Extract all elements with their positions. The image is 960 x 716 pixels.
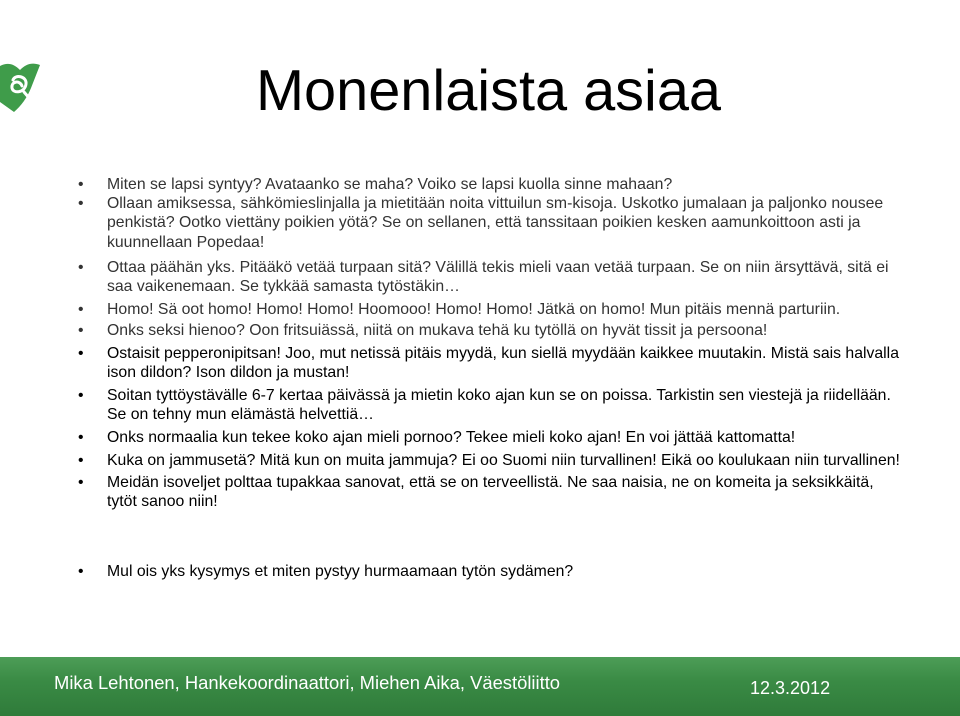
bullet-item: [0, 321, 960, 341]
bullet-item: [0, 451, 960, 471]
bullet-line: Onks normaalia kun tekee koko ajan mieli pornoo? Tekee mieli koko ajan! En voi jättää kattomatta!: [107, 428, 796, 446]
bullet-line: Onks seksi hienoo? Oon fritsuiässä, niitä on mukava tehä ku tytöllä on hyvät tissit ja persoona!: [107, 321, 768, 339]
bullet-item: [0, 473, 960, 512]
bullet-marker: •: [78, 300, 84, 318]
bullet-marker: •: [78, 451, 84, 469]
bullet-item: [0, 258, 960, 297]
bullet-item: [0, 386, 960, 425]
footer-band: [0, 657, 960, 716]
bullet-line: Ostaisit pepperonipitsan! Joo, mut netissä pitäis myydä, kun siellä myydään kaikkee muutakin. Mistä sais halvalla: [107, 344, 899, 362]
bullet-line: Ottaa päähän yks. Pitääkö vetää turpaan sitä? Välillä tekis mieli vaan vetää turpaan. Se on niin ärsyttävä, sitä ei: [107, 258, 889, 276]
bullet-line: Kuka on jammusetä? Mitä kun on muita jammuja? Ei oo Suomi niin turvallinen! Eikä oo koulukaan niin turvallinen!: [107, 451, 900, 469]
bullet-line: Mul ois yks kysymys et miten pystyy hurmaamaan tytön sydämen?: [107, 562, 574, 580]
bullet-line: Meidän isoveljet polttaa tupakkaa sanovat, että se on terveellistä. Ne saa naisia, ne on komeita ja seksikkäitä,: [107, 473, 874, 491]
bullet-line: ison dildon? Ison dildon ja mustan!: [107, 364, 350, 382]
bullet-line: saa vaikenemaan. Se tykkää samasta tytöstäkin…: [107, 278, 460, 296]
bullet-line: penkistä? Ootko viettäny poikien yötä? Se on sellanen, että tanssitaan poikien kesken aamunkoittoon asti ja: [107, 214, 861, 232]
bullet-line: Homo! Sä oot homo! Homo! Homo! Hoomooo! Homo! Homo! Jätkä on homo! Mun pitäis mennä parturiin.: [107, 300, 841, 318]
bullet-marker: •: [78, 428, 84, 446]
bullet-marker: •: [78, 175, 84, 193]
bullet-line: tytöt sanoo niin!: [107, 493, 218, 511]
footer-presenter: Mika Lehtonen, Hankekoordinaattori, Miehen Aika, Väestöliitto: [54, 671, 561, 693]
bullet-item: [0, 300, 960, 320]
bullet-marker: •: [78, 258, 84, 276]
bullet-item: [0, 562, 960, 582]
bullet-line: Se on tehny mun elämästä helvettiä…: [107, 406, 374, 424]
bullet-item: [0, 344, 960, 383]
bullet-line: Ollaan amiksessa, sähkömieslinjalla ja mietitään noita vittuilun sm-kisoja. Uskotko jumalaan ja paljonko nousee: [107, 194, 884, 212]
vaestoliitto-logo-icon: [0, 62, 40, 112]
bullet-item: [0, 175, 960, 195]
bullet-marker: •: [78, 473, 84, 491]
bullet-line: kuunnellaan Popedaa!: [107, 233, 265, 251]
bullet-line: Miten se lapsi syntyy? Avataanko se maha? Voiko se lapsi kuolla sinne mahaan?: [107, 175, 673, 193]
bullet-marker: •: [78, 194, 84, 212]
slide-title: Monenlaista asiaa: [256, 59, 721, 123]
bullet-marker: •: [78, 562, 84, 580]
bullet-item: [0, 194, 960, 253]
bullet-line: Soitan tyttöystävälle 6-7 kertaa päivässä ja mietin koko ajan kun se on poissa. Tarkistin sen viestejä ja riidellään.: [107, 386, 891, 404]
bullet-marker: •: [78, 386, 84, 404]
bullet-marker: •: [78, 321, 84, 339]
footer-date: 12.3.2012: [750, 677, 831, 698]
bullet-item: [0, 428, 960, 448]
bullet-marker: •: [78, 344, 84, 362]
